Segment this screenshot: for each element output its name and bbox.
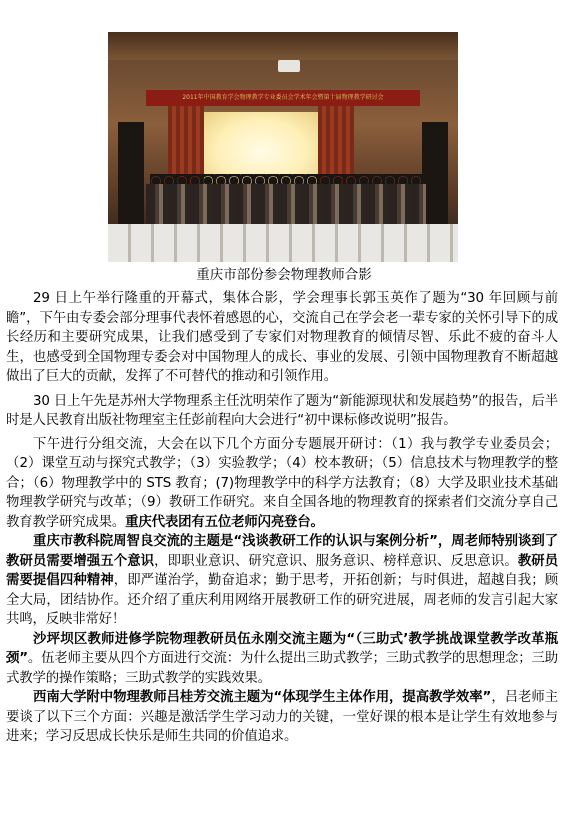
article-body [6, 289, 558, 747]
paragraph-wu-yonggang [6, 630, 558, 689]
zhou-four-spirits: 教研员需要提倡四种精神 [6, 553, 558, 588]
paragraph-zhou-zhiliang [6, 532, 558, 630]
wu-details: 。伍老师主要从四个方面进行交流：为什么提出三助式教学；三助式教学的思想理念；三助式教学的操作策略；三助式教学的实践效果。 [6, 651, 558, 686]
zhou-five-awareness: ，即职业意识、研究意识、服务意识、榜样意识、反思意识。 [154, 553, 518, 569]
group-photo [108, 32, 458, 262]
group-of-teachers [146, 184, 426, 224]
chongqing-delegation-highlight: 重庆代表团有五位老师闪亮登台。 [125, 514, 324, 530]
zhou-details: ，即严谨治学，勤奋追求；勤于思考，开拓创新；与时俱进，超越自我；顾全大局，团结协作。还介绍了重庆利用网络开展教研工作的研究进展，周老师的发言引起大家共鸣，反映非常好！ [6, 573, 558, 627]
paragraph-lv-guifang [6, 688, 558, 747]
projector [278, 60, 300, 72]
ceiling [108, 32, 458, 60]
lv-topic: 西南大学附中物理教师吕桂芳交流主题为“体现学生主体作用，提高教学效率” [33, 690, 492, 705]
conference-banner: 2011年中国教育学会物理教学专业委员会学术年会暨第十届物理教学研讨会 [146, 90, 420, 106]
wu-topic: 沙坪坝区教师进修学院物理教研员伍永刚交流主题为“（三助式’教学挑战课堂教学改革瓶颈” [6, 631, 558, 666]
lv-details: ，吕老师主要谈了以下三个方面：兴趣是激活学生学习动力的关键，一堂好课的根本是让学生有效地参与进来；学习反思成长快乐是师生共同的价值追求。 [6, 690, 559, 744]
paragraph-group-exchange [6, 435, 558, 533]
paragraph-opening-ceremony: 29 日上午举行隆重的开幕式，集体合影，学会理事长郭玉英作了题为“30 年回顾与前瞻”，下午由专委会部分理事代表怀着感恩的心，交流自己在学会老一辈专家的关怀引导下的成长经历和主要研究成果，让我们感受到了专家们对物理教育的倾情尽智、乐此不疲的奋斗人生，也感受到全国物理专委会对中国物理人的成长、事业的发展、引领中国物理教育不断超越做出了巨大的贡献，发挥了不可替代的推动和引领作用。 [6, 291, 558, 384]
photo-caption: 重庆市部份参会物理教师合影 [196, 267, 372, 283]
pillar-left [118, 122, 144, 232]
paragraph-reports: 30 日上午先是苏州大学物理系主任沈明荣作了题为“新能源现状和发展趋势”的报告，后半时是人民教育出版社物理室主任彭前程向大会进行“初中课标修改说明”报告。 [6, 393, 558, 428]
group-exchange-text: 下午进行分组交流，大会在以下几个方面分专题展开研讨：（1）我与教学专业委员会；（2）课堂互动与探究式教学；（3）实验教学；（4）校本教研；（5）信息技术与物理教学的整合；（6）物理教学中的 STS 教育；(7)物理教学中的科学方法教育；（8）大学及职业技术基础物理教学研究与改革；（9）教研工作研究。来自全国各地的物理教育的探索者们交流分享自己教育教学研究成果。 [6, 436, 558, 530]
auditorium-seats [108, 224, 458, 262]
zhou-topic: 重庆市教科院周智良交流的主题是“浅谈教研工作的认识与案例分析”，周老师特别谈到了教研员需要增强五个意识 [6, 534, 558, 569]
